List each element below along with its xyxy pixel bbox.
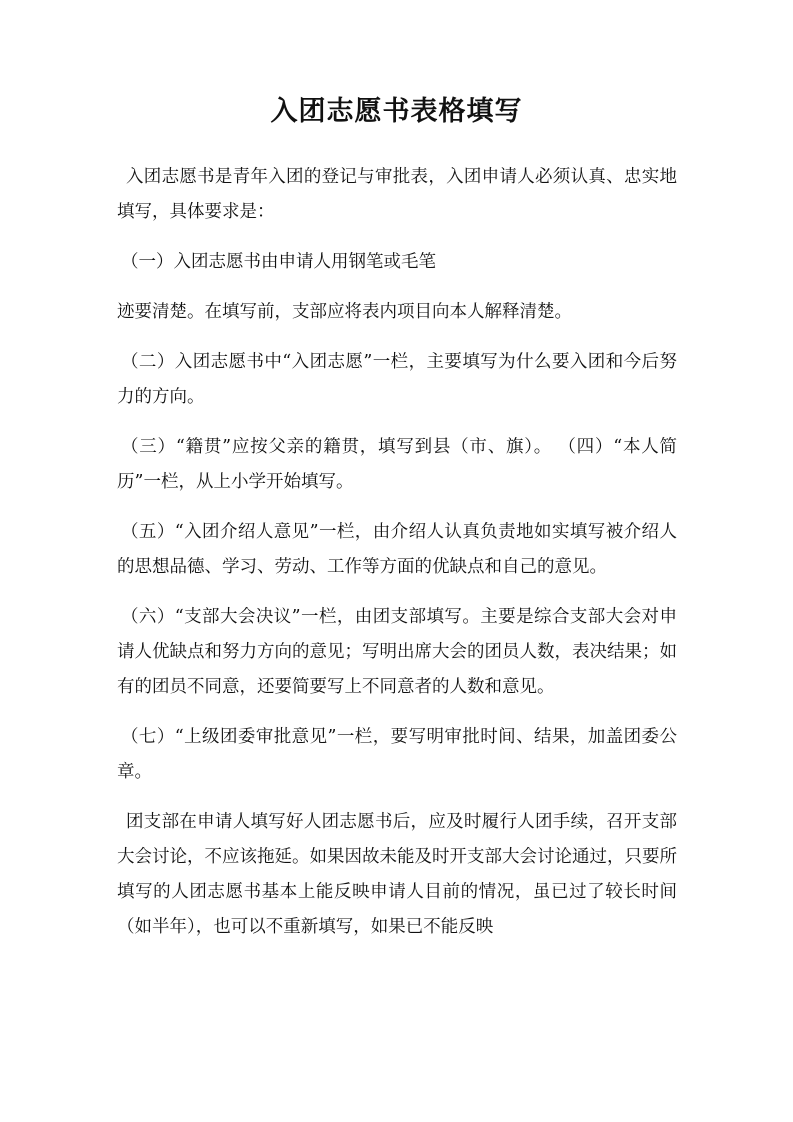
document-title: 入团志愿书表格填写	[270, 96, 523, 127]
document-body	[117, 160, 677, 960]
paragraph-intro: 入团志愿书是青年入团的登记与审批表，入团申请人必须认真、忠实地填写，具体要求是：	[117, 167, 677, 222]
paragraph-item-6: （六）“支部大会决议”一栏，由团支部填写。主要是综合支部大会对申请人优缺点和努力方向的意见；写明出席大会的团员人数，表决结果；如有的团员不同意，还要简要写上不同意者的人数和意见。	[117, 607, 677, 697]
paragraph-item-1: （一）入团志愿书由申请人用钢笔或毛笔	[121, 252, 436, 272]
paragraph-item-5: （五）“入团介绍人意见”一栏，由介绍人认真负责地如实填写被介绍人的思想品德、学习、劳动、工作等方面的优缺点和自己的意见。	[117, 522, 677, 577]
paragraph-procedure: 团支部在申请人填写好人团志愿书后，应及时履行人团手续，召开支部大会讨论，不应该拖延。如果因故未能及时开支部大会讨论通过，只要所填写的人团志愿书基本上能反映申请人目前的情况，虽已过了较长时间（如半年），也可以不重新填写，如果已不能反映	[117, 812, 677, 937]
paragraph-item-1-continued: 迹要清楚。在填写前，支部应将表内项目向本人解释清楚。	[117, 302, 572, 322]
paragraph-item-2: （二）入团志愿书中“入团志愿”一栏，主要填写为什么要入团和今后努力的方向。	[117, 352, 677, 407]
paragraph-item-7: （七）“上级团委审批意见”一栏，要写明审批时间、结果，加盖团委公章。	[117, 727, 677, 782]
paragraph-item-3-4: （三）“籍贯”应按父亲的籍贯，填写到县（市、旗）。 （四）“本人简历”一栏，从上小学开始填写。	[117, 437, 677, 492]
